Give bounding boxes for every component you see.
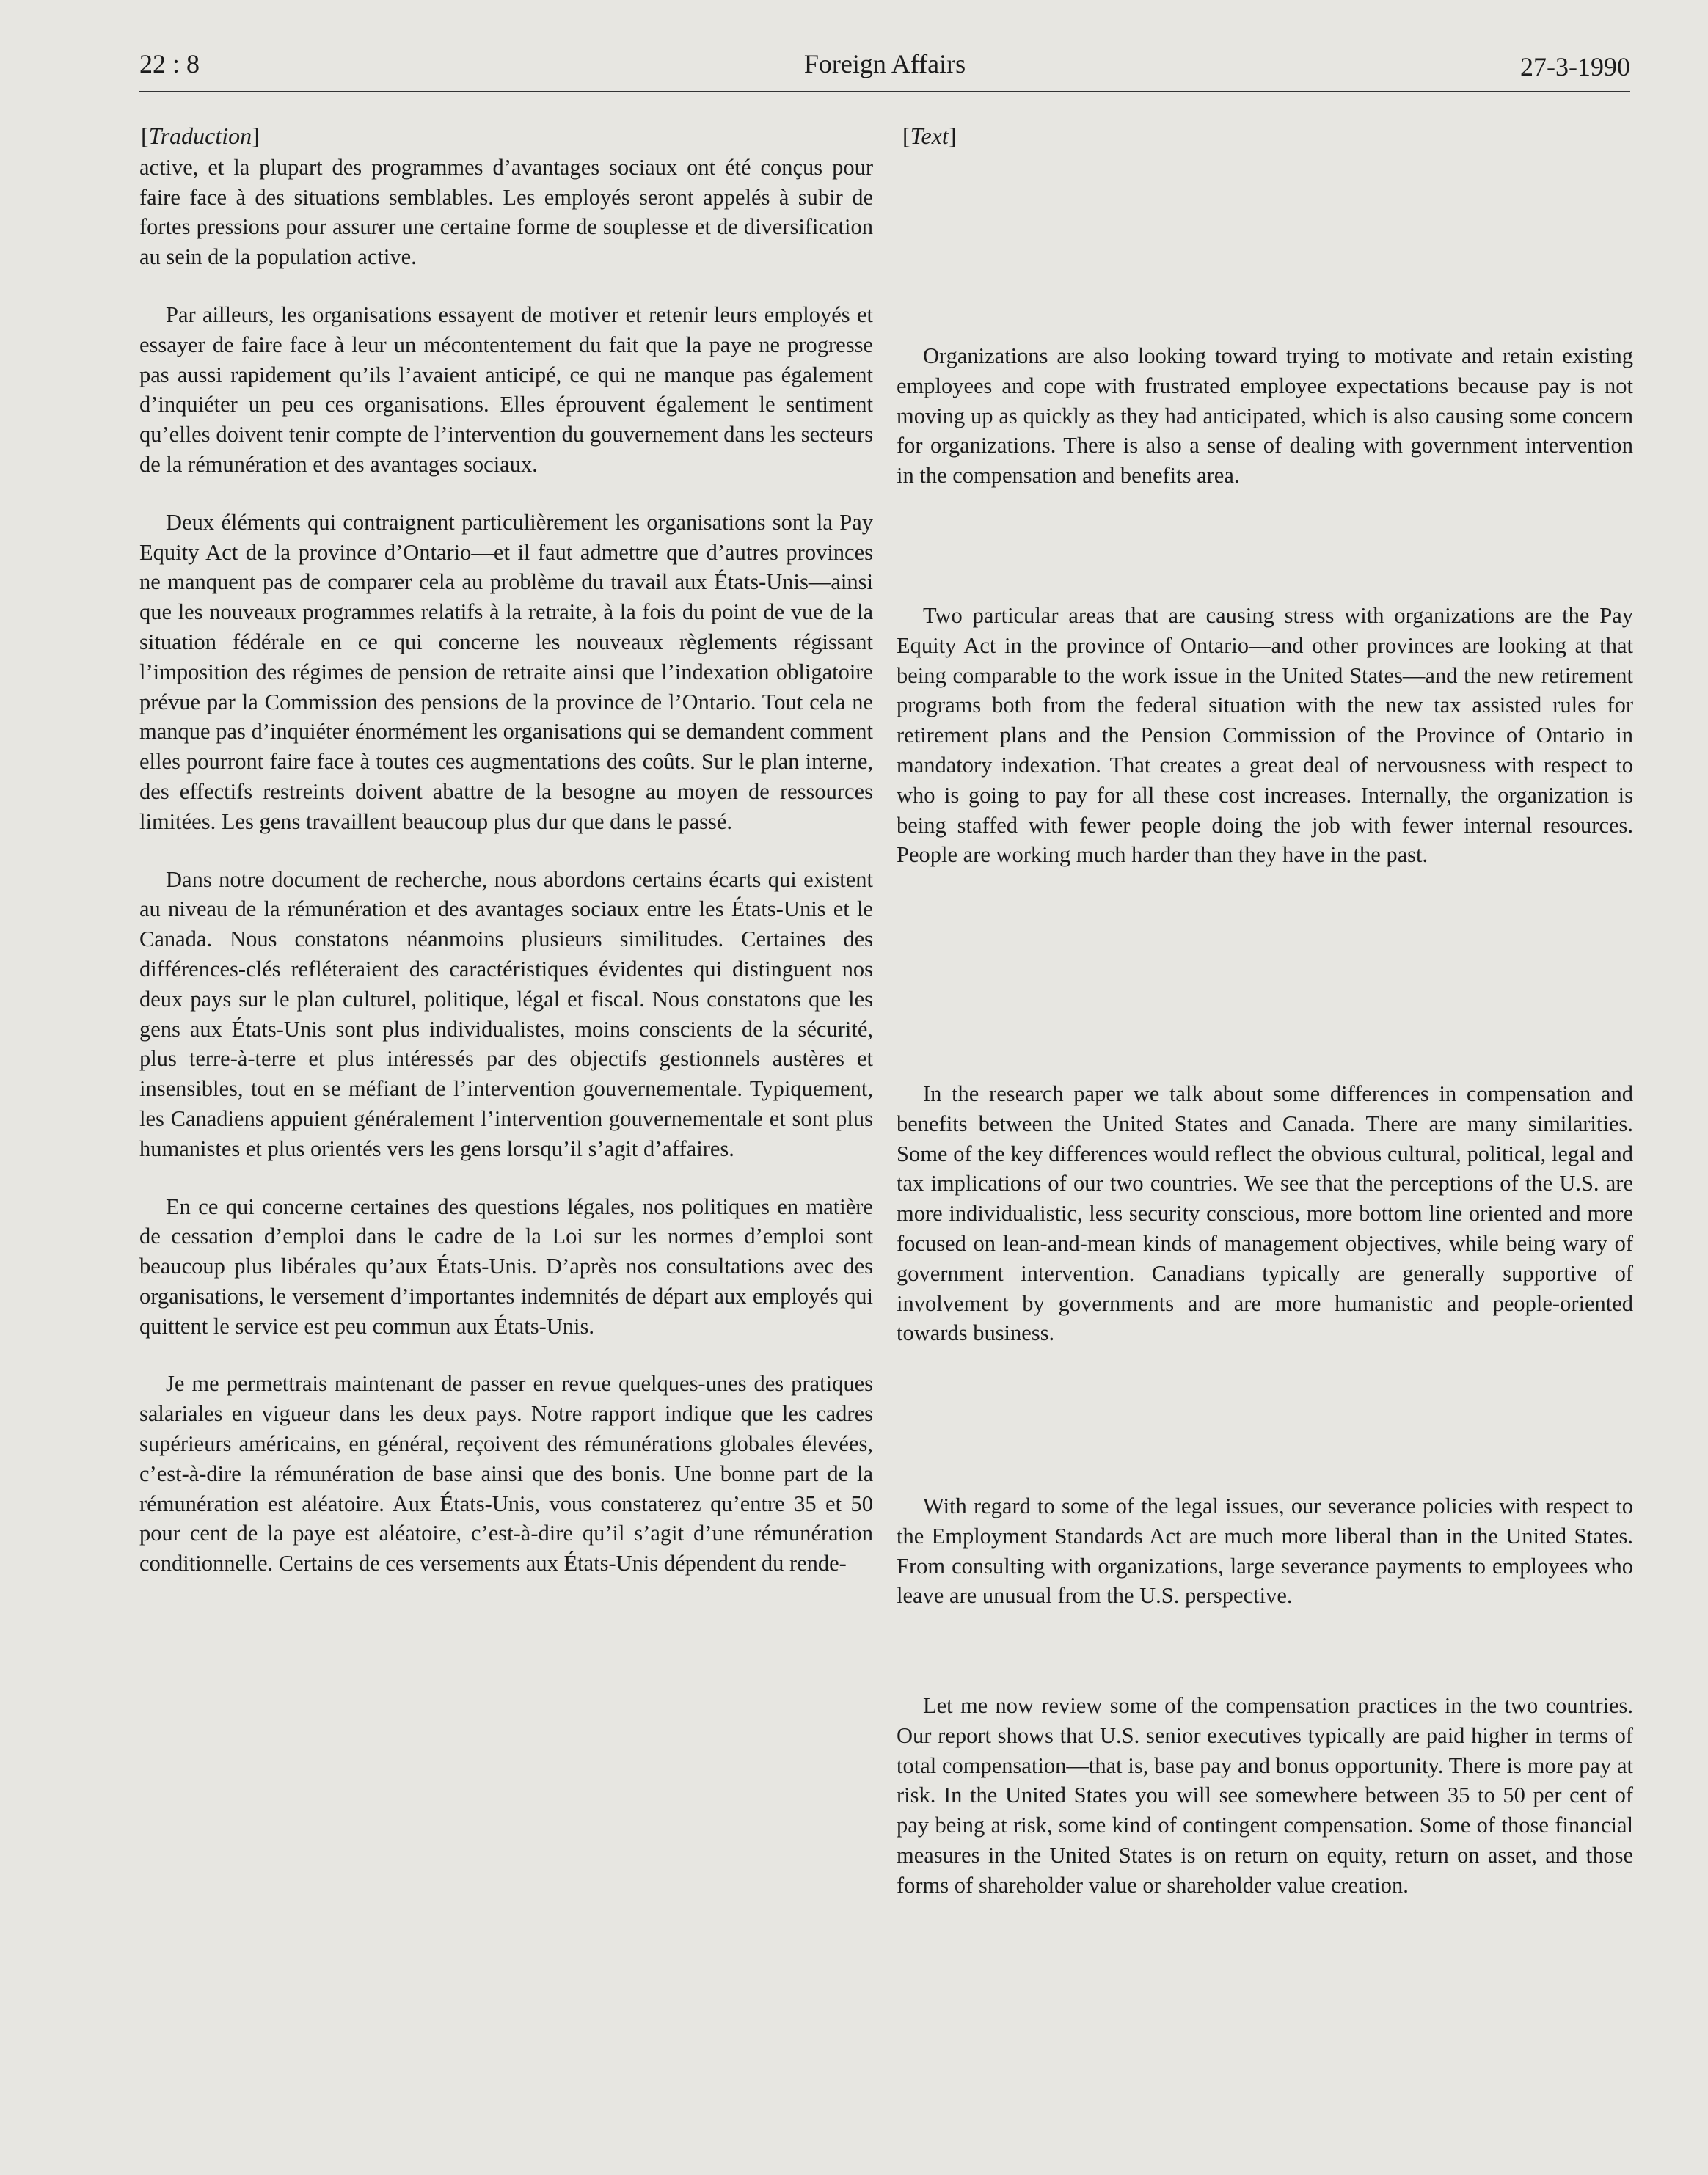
english-paragraph-5: Let me now review some of the compensation practices in the two countries. Our report shows that U.S. senior executives typically are paid higher in terms of total compensation—that is, base pay and bonus opportunity. There is more pay at risk. In the United States you will see somewhere between 35 to 50 per cent of pay being at risk, some kind of contingent compensation. Some of those financial measures in the United States is on return on equity, return on asset, and those forms of shareholder value or shareholder value creation. — [897, 1693, 1633, 1898]
page-number: 22 : 8 — [139, 49, 200, 78]
english-paragraph-4: With regard to some of the legal issues, our severance policies with respect to the Employment Standards Act are much more liberal than in the United States. From consulting with organizations, large severance payments to employees who leave are unusual from the U.S. perspective. — [897, 1494, 1633, 1609]
french-heading: [Traduction] — [141, 123, 260, 149]
english-column — [897, 121, 1633, 1898]
english-heading: [Text] — [902, 123, 957, 149]
french-paragraph-5: En ce qui concerne certaines des questions légales, nos politiques en matière de cessation d’emploi dans le cadre de la Loi sur les normes d’emploi sont beaucoup plus libérales qu’aux États-Unis. D’après nos consultations avec des organisations, le versement d’importantes indemnités de départ aux employés qui quittent le service est peu commun aux États-Unis. — [139, 1193, 873, 1339]
french-paragraph-6: Je me permettrais maintenant de passer en revue quelques-unes des pratiques salariales en vigueur dans les deux pays. Notre rapport indique que les cadres supérieurs américains, en général, reçoivent des rémunérations globales élevées, c’est-à-dire la rémunération de base ainsi que des bonis. Une bonne part de la rémunération est aléatoire. Aux États-Unis, vous constaterez qu’entre 35 et 50 pour cent de la paye est aléatoire, c’est-à-dire qu’il s’agit d’une rémunération conditionnelle. Certains de ces versements aux États-Unis dépendent du rende- — [139, 1371, 873, 1576]
french-paragraph-2: Par ailleurs, les organisations essayent de motiver et retenir leurs employés et essayer de faire face à leur un mécontentement du fait que la paye ne progresse pas aussi rapidement qu’ils l’avaient anticipé, ce qui ne manque pas également d’inquiéter un peu ces organisations. Elles éprouvent également le sentiment qu’elles doivent tenir compte de l’intervention du gouvernement dans les secteurs de la rémunération et des avantages sociaux. — [139, 301, 873, 477]
french-paragraph-4: Dans notre document de recherche, nous abordons certains écarts qui existent au niveau de la rémunération et des avantages sociaux entre les États-Unis et le Canada. Nous constatons néanmoins plusieurs similitudes. Certaines des différences-clés refléteraient des caractéristiques évidentes qui distinguent nos deux pays sur le plan culturel, politique, légal et fiscal. Nous constatons que les gens aux États-Unis sont plus individualistes, moins conscients de la sécurité, plus terre-à-terre et plus intéressés par des objectifs gestionnels austères et insensibles, tout en se méfiant de l’intervention gouvernementale. Typiquement, les Canadiens appuient généralement l’intervention gouvernementale et sont plus humanistes et plus orientés vers les gens lorsqu’il s’agit d’affaires. — [139, 866, 873, 1161]
publication-title: Foreign Affairs — [803, 49, 966, 78]
french-paragraph-1: active, et la plupart des programmes d’avantages sociaux ont été conçus pour faire face à des situations semblables. Les employés seront appelés à subir de fortes pressions pour assurer une certaine forme de souplesse et de diversification au sein de la population active. — [139, 154, 873, 270]
page-date: 27-3-1990 — [1520, 52, 1630, 81]
french-paragraph-3: Deux éléments qui contraignent particulièrement les organisations sont la Pay Equity Act de la province d’Ontario—et il faut admettre que d’autres provinces ne manquent pas de comparer cela au problème du travail aux États-Unis—ainsi que les nouveaux programmes relatifs à la retraite, à la fois du point de vue de la situation fédérale en ce qui concerne les nouveaux règlements régissant l’imposition des régimes de pension de retraite ainsi que l’indexation obligatoire prévue par la Commission des pensions de la province de l’Ontario. Tout cela ne manque pas d’inquiéter énormément les organisations qui se demandent comment elles pourront faire face à toutes ces augmentations des coûts. Sur le plan interne, des effectifs restreints doivent abattre de la besogne au moyen de ressources limitées. Les gens travaillent beaucoup plus dur que dans le passé. — [139, 509, 873, 834]
header-rule — [139, 91, 1630, 92]
english-paragraph-1: Organizations are also looking toward trying to motivate and retain existing employees and cope with frustrated employee expectations because pay is not moving up as quickly as they had anticipated, which is also causing some concern for organizations. There is also a sense of dealing with government intervention in the compensation and benefits area. — [897, 343, 1633, 489]
french-column — [139, 121, 873, 1579]
english-paragraph-2: Two particular areas that are causing stress with organizations are the Pay Equity Act in the province of Ontario—and other provinces are looking at that being comparable to the work issue in the United States—and the new retirement programs both from the federal situation with the new tax assisted rules for retirement plans and the Pension Commission of the Province of Ontario in mandatory indexation. That creates a great deal of nervousness with respect to who is going to pay for all these cost increases. Internally, the organization is being staffed with fewer people doing the job with fewer internal resources. People are working much harder than they have in the past. — [897, 603, 1633, 868]
page-header — [139, 48, 1630, 92]
english-paragraph-3: In the research paper we talk about some differences in compensation and benefits between the United States and Canada. There are many similarities. Some of the key differences would reflect the obvious cultural, political, legal and tax implications of our two countries. We see that the perceptions of the U.S. are more individualistic, less security conscious, more bottom line oriented and more focused on lean-and-mean kinds of management objectives, while being wary of government intervention. Canadians typically are generally supportive of involvement by governments and are more humanistic and people-oriented towards business. — [897, 1081, 1633, 1346]
